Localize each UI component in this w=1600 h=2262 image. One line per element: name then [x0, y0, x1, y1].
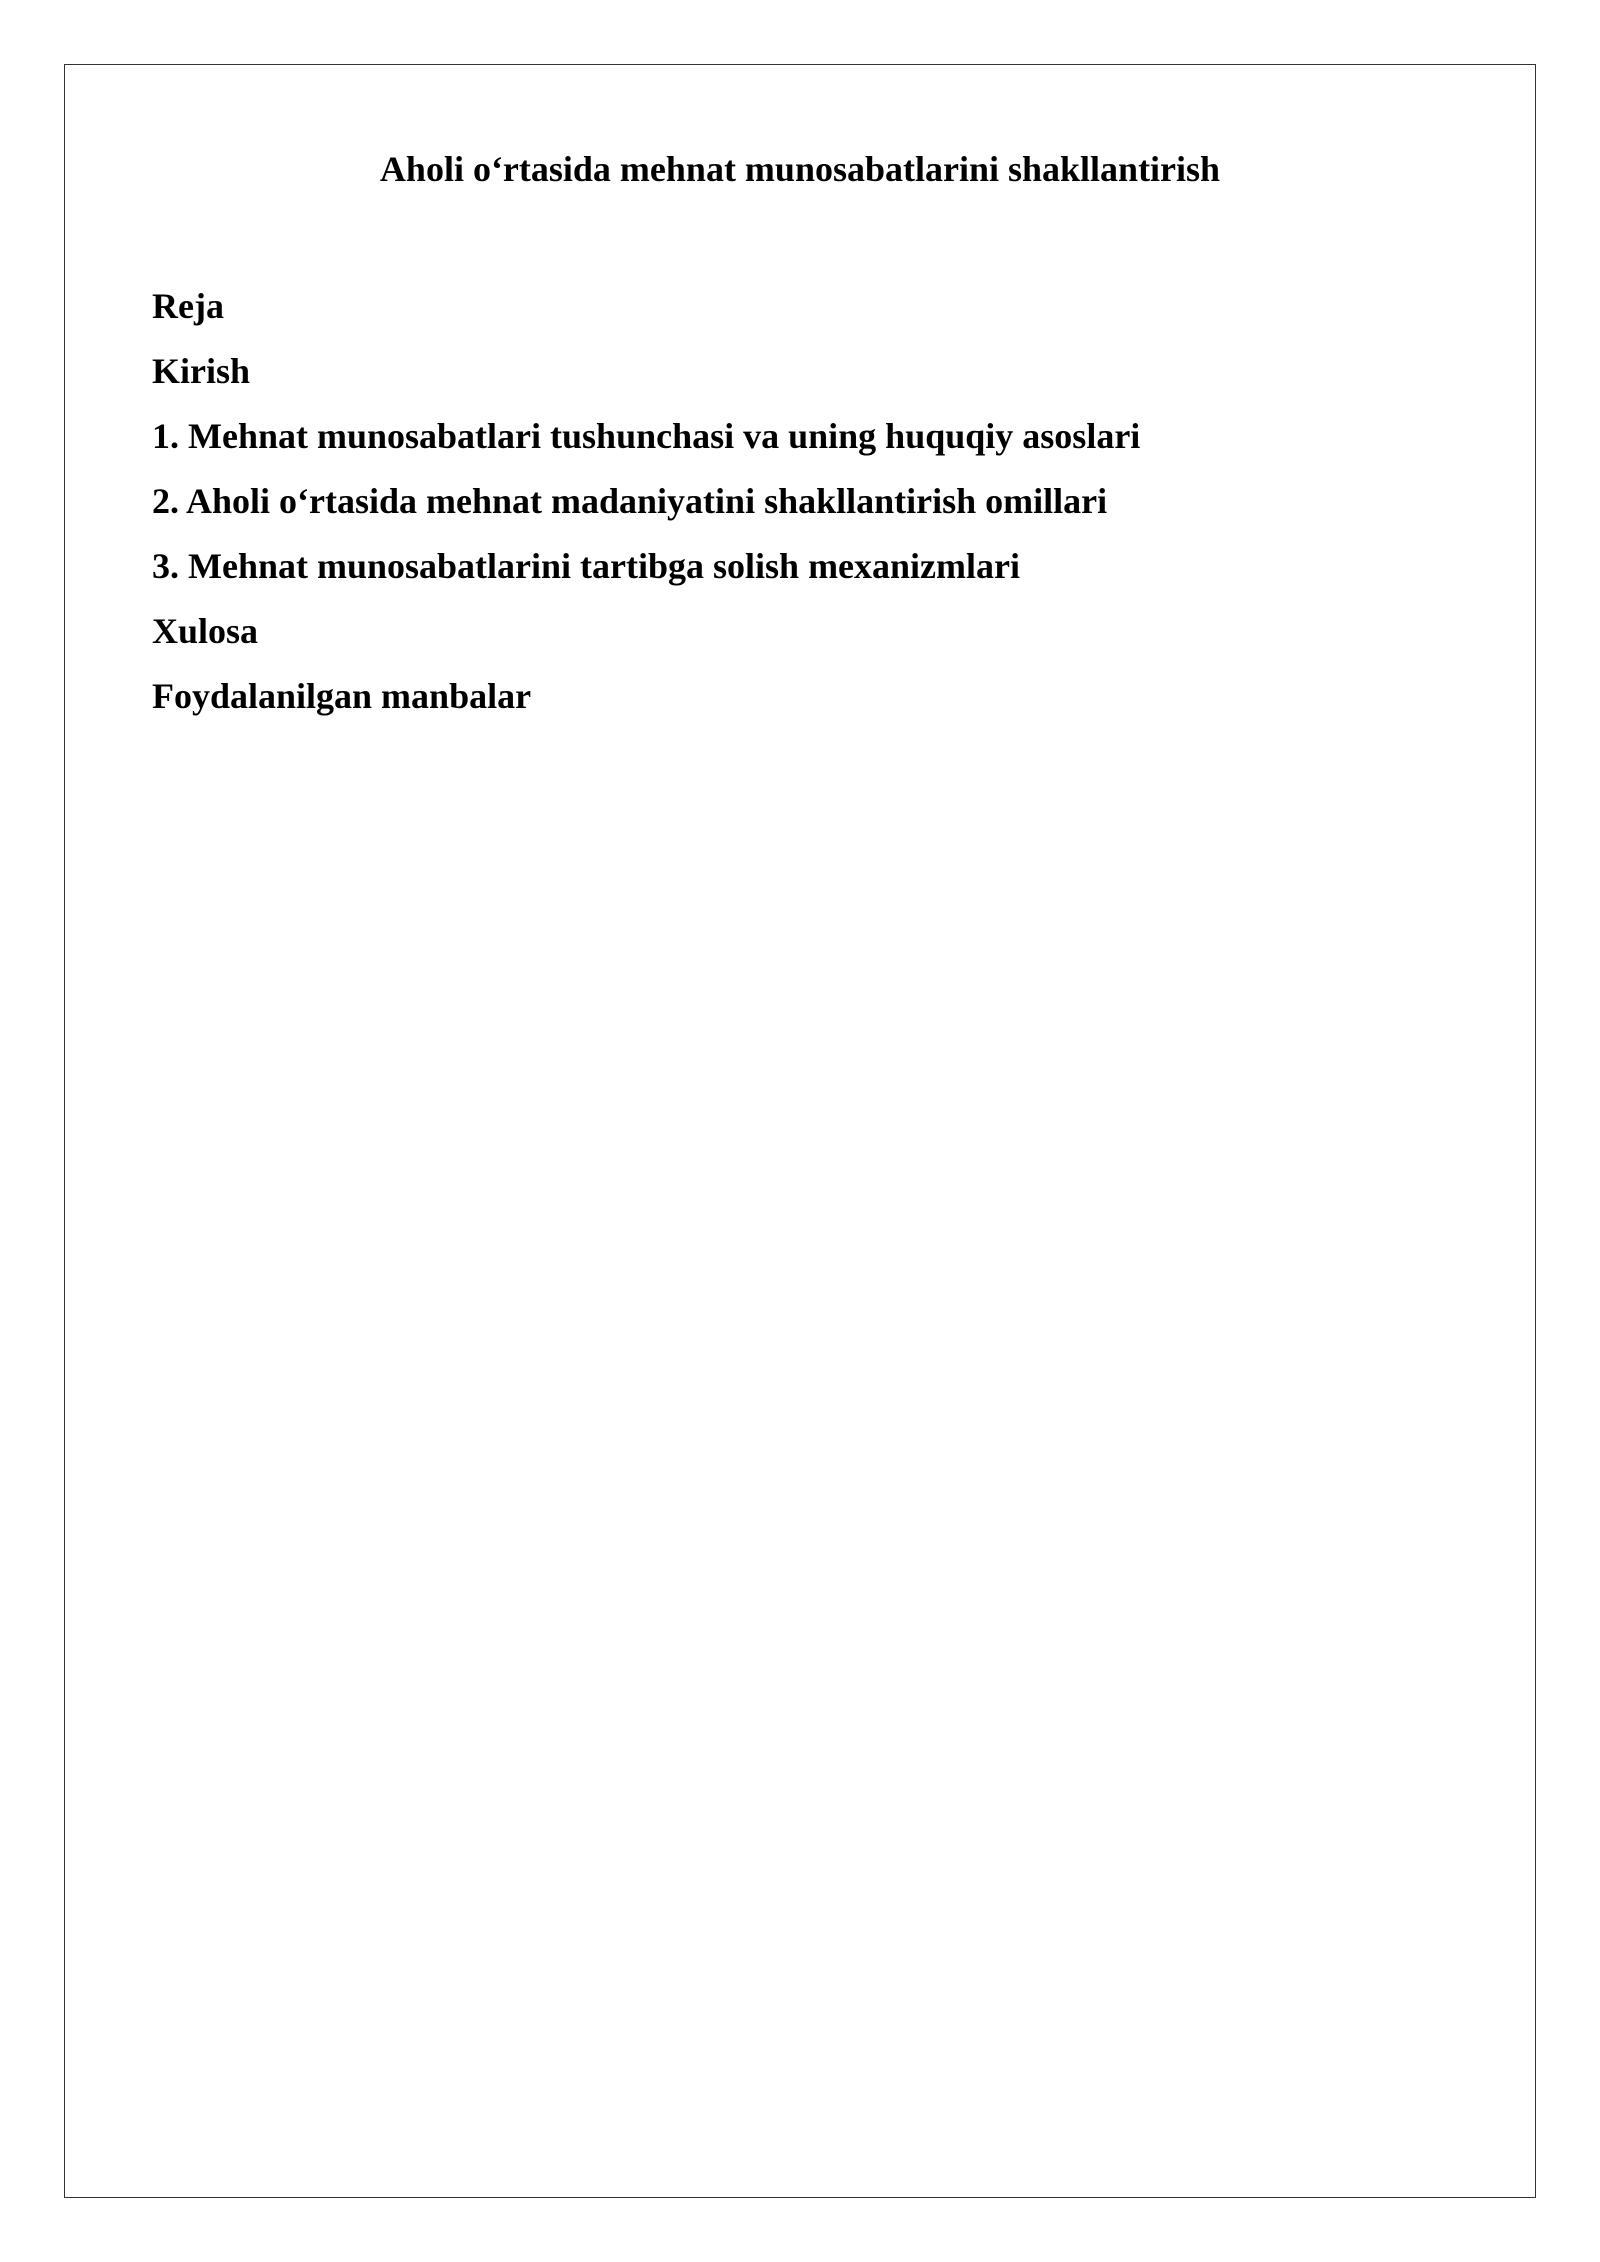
outline-heading-reja: Reja [152, 286, 224, 326]
document-title: Aholi o‘rtasida mehnat munosabatlarini shakllantirish [379, 149, 1221, 189]
outline-item-section-2: 2. Aholi o‘rtasida mehnat madaniyatini shakllantirish omillari [152, 481, 1108, 521]
outline-item-xulosa: Xulosa [152, 611, 259, 651]
outline-item-sources: Foydalanilgan manbalar [152, 676, 532, 716]
plan-outline [152, 279, 1140, 734]
outline-item-kirish: Kirish [152, 351, 251, 391]
outline-item-section-3: 3. Mehnat munosabatlarini tartibga solish mexanizmlari [152, 546, 1021, 586]
outline-item-section-1: 1. Mehnat munosabatlari tushunchasi va uning huquqiy asoslari [152, 416, 1141, 456]
